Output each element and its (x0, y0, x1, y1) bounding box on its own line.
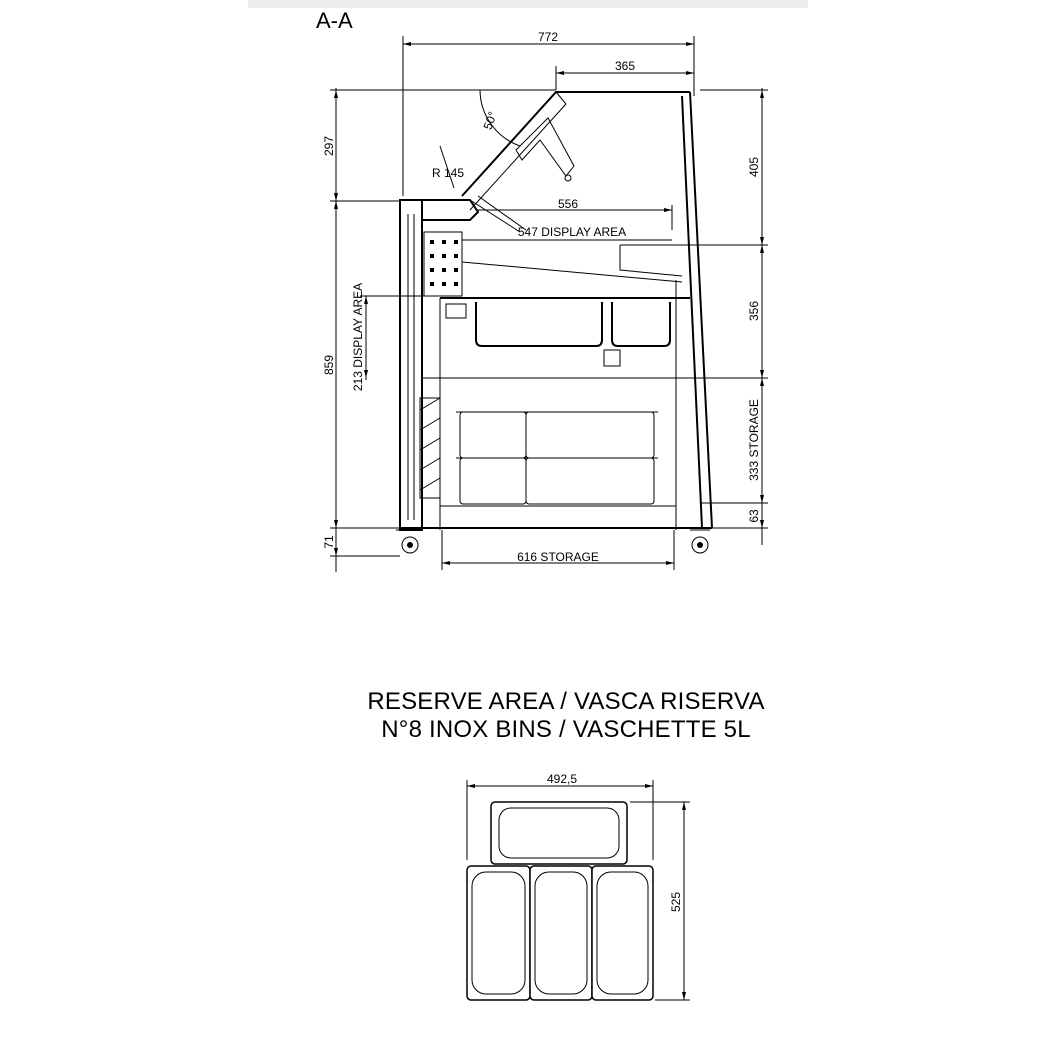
dim-333-label: 333 STORAGE (747, 399, 761, 481)
dim-297-label: 297 (322, 135, 336, 157)
dim-356-label: 356 (747, 300, 761, 322)
dim-365-label: 365 (614, 59, 636, 73)
dim-213-label: 213 DISPLAY AREA (351, 282, 365, 392)
reserve-area-caption (0, 688, 1056, 744)
plan-width-label: 492,5 (546, 772, 578, 786)
dim-616-label: 616 STORAGE (517, 550, 599, 564)
section-title: A-A (316, 8, 353, 33)
plan-depth-label: 525 (669, 891, 683, 913)
dim-547-label: 547 DISPLAY AREA (517, 225, 627, 239)
dim-772-label: 772 (537, 30, 559, 44)
angle-label: 50° (480, 109, 500, 132)
caption-line-2: N°8 INOX BINS / VASCHETTE 5L (381, 716, 751, 743)
dimension-right (440, 88, 768, 545)
dim-556-label: 556 (557, 197, 579, 211)
radius-label: R 145 (431, 166, 465, 180)
dim-71-label: 71 (322, 535, 336, 549)
machine-section (396, 92, 712, 553)
dim-405-label: 405 (747, 156, 761, 178)
plan-bins (467, 802, 653, 1000)
dim-859-label: 859 (322, 354, 336, 376)
caption-line-1: RESERVE AREA / VASCA RISERVA (367, 688, 765, 715)
dim-63-label: 63 (747, 509, 761, 523)
